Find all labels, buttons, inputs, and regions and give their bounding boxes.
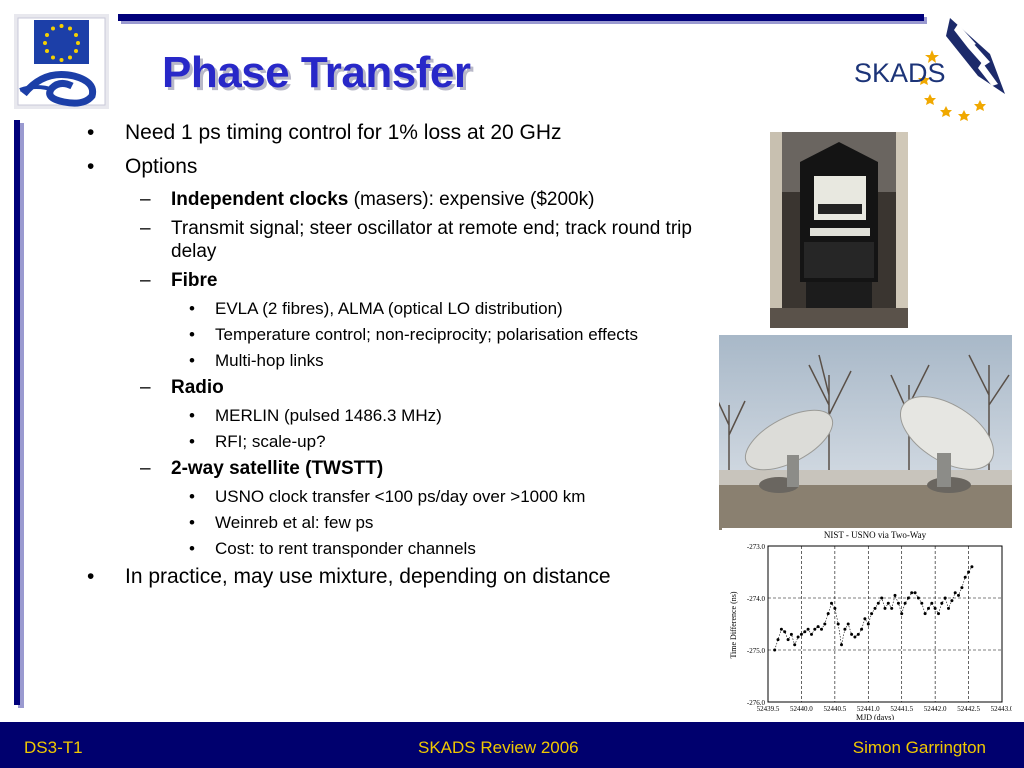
chart-data-point xyxy=(930,602,933,605)
bullet-marker: • xyxy=(189,539,195,558)
chart-data-point xyxy=(954,591,957,594)
bullet-text: (masers): expensive ($200k) xyxy=(348,189,595,210)
bullet-bold-text: 2-way satellite (TWSTT) xyxy=(171,458,384,479)
chart-data-point xyxy=(777,638,780,641)
bullet-text: EVLA (2 fibres), ALMA (optical LO distribution) xyxy=(215,299,563,318)
chart-data-point xyxy=(863,617,866,620)
chart-y-axis-label: Time Difference (ns) xyxy=(729,591,738,659)
chart-data-point xyxy=(900,612,903,615)
chart-data-point xyxy=(860,628,863,631)
bullet-marker: • xyxy=(87,121,95,144)
bullet-item-level3 xyxy=(84,538,724,559)
chart-data-point xyxy=(780,628,783,631)
chart-data-point xyxy=(897,602,900,605)
chart-y-tick-label: -274.0 xyxy=(746,595,765,603)
chart-data-point xyxy=(904,602,907,605)
chart-y-tick-label: -275.0 xyxy=(746,647,765,655)
bullet-bold-text: Fibre xyxy=(171,270,218,291)
nist-usno-chart xyxy=(722,528,1012,720)
chart-data-point xyxy=(874,607,877,610)
chart-data-point xyxy=(790,633,793,636)
chart-data-point xyxy=(820,628,823,631)
bullet-text: RFI; scale-up? xyxy=(215,432,326,451)
chart-data-point xyxy=(833,607,836,610)
bullet-item-level1 xyxy=(84,154,724,180)
bullet-marker: – xyxy=(140,270,151,291)
chart-data-point xyxy=(890,607,893,610)
bullet-marker: • xyxy=(87,565,95,588)
chart-y-tick-label: -276.0 xyxy=(746,699,765,707)
skads-logo-text: SKADS xyxy=(854,58,946,88)
chart-data-point xyxy=(877,602,880,605)
chart-data-point xyxy=(840,643,843,646)
chart-data-point xyxy=(924,612,927,615)
chart-x-tick-label: 52442.0 xyxy=(923,705,947,713)
bullet-item-level2 xyxy=(84,217,724,263)
bullet-item-level2 xyxy=(84,269,724,292)
chart-x-axis-label: MJD (days) xyxy=(856,713,894,720)
bullet-marker: • xyxy=(189,432,195,451)
chart-x-tick-label: 52440.0 xyxy=(790,705,813,713)
chart-data-point xyxy=(837,623,840,626)
chart-data-point xyxy=(870,612,873,615)
chart-data-point xyxy=(827,612,830,615)
chart-data-point xyxy=(797,636,800,639)
bullet-item-level3 xyxy=(84,324,724,345)
bullet-text: USNO clock transfer <100 ps/day over >1000 km xyxy=(215,487,586,506)
chart-data-point xyxy=(917,597,920,600)
satellite-dishes-photo xyxy=(719,335,1012,530)
top-accent-bar xyxy=(118,14,924,21)
bullet-text: Temperature control; non-reciprocity; polarisation effects xyxy=(215,325,638,344)
chart-data-point xyxy=(920,602,923,605)
chart-x-tick-label: 52439.5 xyxy=(756,705,780,713)
chart-data-point xyxy=(960,586,963,589)
chart-data-point xyxy=(940,602,943,605)
bullet-marker: – xyxy=(140,189,151,210)
chart-data-point xyxy=(850,633,853,636)
chart-data-point xyxy=(810,633,813,636)
bullet-marker: • xyxy=(189,406,195,425)
chart-data-point xyxy=(907,597,910,600)
chart-data-point xyxy=(934,607,937,610)
chart-data-point xyxy=(787,638,790,641)
bullet-item-level2 xyxy=(84,376,724,399)
bullet-text: In practice, may use mixture, depending on distance xyxy=(125,565,611,588)
chart-x-tick-label: 52440.5 xyxy=(823,705,847,713)
chart-title: NIST - USNO via Two-Way xyxy=(823,530,927,540)
chart-data-point xyxy=(793,643,796,646)
bullet-marker: • xyxy=(189,325,195,344)
chart-data-point xyxy=(880,597,883,600)
chart-x-tick-label: 52442.5 xyxy=(957,705,980,713)
footer-right-text: Simon Garrington xyxy=(852,738,986,757)
chart-y-tick-label: -273.0 xyxy=(746,543,765,551)
chart-data-point xyxy=(957,594,960,597)
bullet-text: Multi-hop links xyxy=(215,351,324,370)
left-accent-bar xyxy=(14,120,20,705)
bullet-item-level1 xyxy=(84,120,724,146)
chart-x-tick-label: 52441.0 xyxy=(856,705,880,713)
chart-x-tick-label: 52441.5 xyxy=(890,705,914,713)
bullet-marker: • xyxy=(189,513,195,532)
bullet-item-level2 xyxy=(84,457,724,480)
chart-data-point xyxy=(830,602,833,605)
chart-data-point xyxy=(773,649,776,652)
chart-data-point xyxy=(823,623,826,626)
chart-data-point xyxy=(853,636,856,639)
chart-data-point xyxy=(803,630,806,633)
footer-bar xyxy=(0,722,1024,768)
bullet-marker: – xyxy=(140,377,151,398)
eu-fp6-logo xyxy=(14,14,109,109)
chart-data-point xyxy=(944,597,947,600)
footer-center-text: SKADS Review 2006 xyxy=(418,738,579,757)
chart-data-point xyxy=(843,628,846,631)
chart-data-point xyxy=(937,612,940,615)
bullet-text: MERLIN (pulsed 1486.3 MHz) xyxy=(215,406,442,425)
bullet-marker: • xyxy=(189,299,195,318)
bullet-text: Weinreb et al: few ps xyxy=(215,513,374,532)
bullet-list xyxy=(84,120,724,598)
chart-data-point xyxy=(847,623,850,626)
bullet-bold-text: Radio xyxy=(171,377,224,398)
chart-data-point xyxy=(807,628,810,631)
chart-data-point xyxy=(800,633,803,636)
bullet-item-level2 xyxy=(84,188,724,211)
bullet-item-level3 xyxy=(84,298,724,319)
bullet-marker: • xyxy=(189,487,195,506)
chart-data-point xyxy=(967,571,970,574)
chart-data-point xyxy=(970,565,973,568)
chart-data-point xyxy=(884,607,887,610)
chart-data-point xyxy=(813,628,816,631)
chart-data-point xyxy=(894,594,897,597)
chart-data-point xyxy=(927,607,930,610)
bullet-item-level3 xyxy=(84,512,724,533)
bullet-item-level3 xyxy=(84,405,724,426)
bullet-item-level3 xyxy=(84,431,724,452)
skads-logo xyxy=(850,14,1010,124)
chart-data-point xyxy=(950,599,953,602)
bullet-bold-text: Independent clocks xyxy=(171,189,349,210)
bullet-text: Need 1 ps timing control for 1% loss at 20 GHz xyxy=(125,121,562,144)
chart-data-point xyxy=(947,607,950,610)
hydrogen-maser-photo xyxy=(770,132,908,328)
chart-data-point xyxy=(914,591,917,594)
bullet-marker: • xyxy=(189,351,195,370)
chart-x-tick-label: 52443.0 xyxy=(990,705,1012,713)
bullet-item-level1 xyxy=(84,564,724,590)
bullet-text: Options xyxy=(125,155,198,178)
bullet-text: Transmit signal; steer oscillator at remote end; track round trip delay xyxy=(171,218,692,262)
chart-data-point xyxy=(817,625,820,628)
chart-data-point xyxy=(783,630,786,633)
bullet-marker: • xyxy=(87,155,95,178)
chart-data-point xyxy=(867,623,870,626)
bullet-item-level3 xyxy=(84,350,724,371)
chart-data-point xyxy=(857,633,860,636)
chart-data-point xyxy=(887,602,890,605)
footer-left-text: DS3-T1 xyxy=(24,738,83,757)
slide-title: Phase Transfer xyxy=(162,48,471,97)
chart-data-point xyxy=(910,591,913,594)
bullet-text: Cost: to rent transponder channels xyxy=(215,539,476,558)
bullet-marker: – xyxy=(140,458,151,479)
bullet-item-level3 xyxy=(84,486,724,507)
chart-data-point xyxy=(964,576,967,579)
bullet-marker: – xyxy=(140,218,151,239)
